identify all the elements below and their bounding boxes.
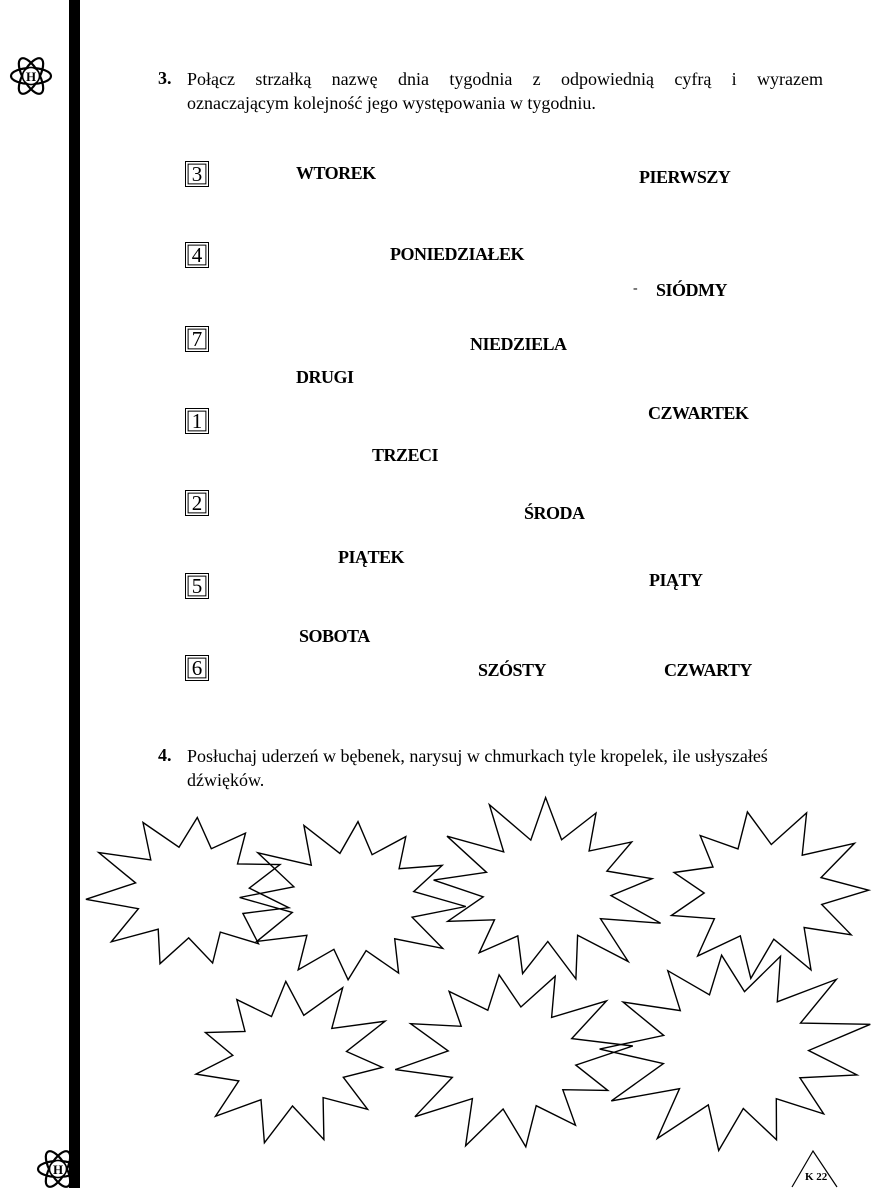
day-word: PONIEDZIAŁEK [390,244,525,264]
number-box: 4 [185,242,209,268]
day-word: PIĄTEK [338,547,405,567]
ordinal-word: SIÓDMY [656,280,728,300]
day-word: WTOREK [296,163,376,183]
spiky-cloud-shape [196,981,385,1142]
stray-mark: - [633,281,638,296]
day-word: CZWARTEK [648,403,749,423]
page-label-mark [790,1148,840,1188]
number-box: 6 [185,655,209,681]
spiky-cloud-shape [600,955,871,1150]
number-box: 5 [185,573,209,599]
ordinal-word: SZÓSTY [478,660,547,680]
ordinal-word: PIĄTY [649,570,703,590]
task3-number: 3. [158,68,172,88]
day-word: NIEDZIELA [470,334,567,354]
logo-letter: H [52,1162,64,1177]
spiky-cloud-shape [671,812,868,979]
day-word: ŚRODA [524,503,585,523]
task3-instruction-line1: Połącz strzałką nazwę dnia tygodnia z odpowiednią cyfrą i wyrazem [187,69,823,89]
number-box: 7 [185,326,209,352]
ordinal-word: TRZECI [372,445,439,465]
ordinal-word: DRUGI [296,367,354,387]
spiky-cloud-shape [434,798,661,979]
logo-letter: H [25,69,37,84]
number-box: 3 [185,161,209,187]
ordinal-word: CZWARTY [664,660,752,680]
task3-instruction-line2: oznaczającym kolejność jego występowania w tygodniu. [187,93,596,113]
number-box: 1 [185,408,209,434]
task4-instruction-line2: dźwięków. [187,770,265,790]
task4-instruction-line1: Posłuchaj uderzeń w bębenek, narysuj w chmurkach tyle kropelek, ile usłyszałeś [187,746,768,766]
spiky-cloud-shape [395,975,633,1147]
ordinal-word: PIERWSZY [639,167,731,187]
task4-number: 4. [158,745,172,765]
day-word: SOBOTA [299,626,370,646]
number-box: 2 [185,490,209,516]
page-label: K 22 [805,1171,828,1183]
